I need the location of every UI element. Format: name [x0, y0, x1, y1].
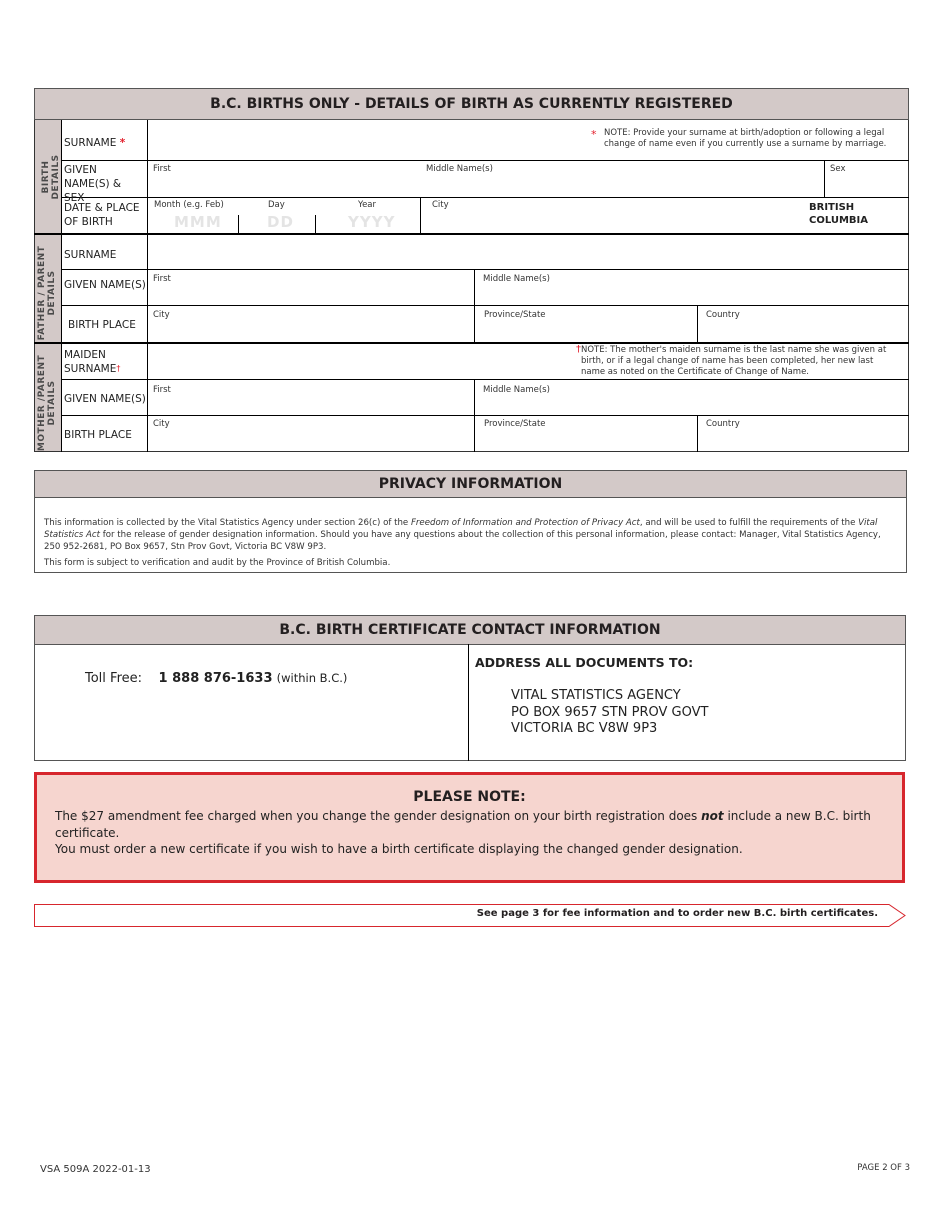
father-first-input[interactable] — [148, 270, 474, 305]
sex-hint: Sex — [830, 164, 846, 174]
toll-free-number: 1 888 876-1633 — [158, 671, 273, 686]
father-city-hint: City — [153, 310, 170, 320]
city-hint: City — [432, 200, 449, 210]
dagger-mark: † — [116, 364, 121, 373]
toll-free-line: Toll Free: 1 888 876-1633 (within B.C.) — [85, 671, 348, 686]
sex-input[interactable] — [825, 161, 909, 197]
mother-first-input[interactable] — [148, 380, 474, 415]
contact-box — [34, 644, 906, 761]
surname-note: * NOTE: Provide your surname at birth/adoption or following a legal change of name even if you currently use a surname by marriage. — [591, 128, 887, 149]
page-number: PAGE 2 OF 3 — [857, 1163, 910, 1173]
required-mark: * — [119, 137, 126, 149]
father-surname-label: SURNAME — [64, 249, 117, 261]
maiden-surname-label: MAIDEN SURNAME† — [64, 349, 121, 375]
maiden-surname-input[interactable] — [148, 344, 573, 379]
father-province-hint: Province/State — [484, 310, 546, 320]
given-name-input[interactable] — [148, 161, 824, 197]
father-birthplace-label: BIRTH PLACE — [68, 319, 136, 331]
please-note-box — [34, 772, 905, 883]
father-middle-hint: Middle Name(s) — [483, 274, 550, 284]
father-surname-input[interactable] — [148, 235, 909, 269]
required-mark: * — [591, 128, 597, 141]
father-given-label: GIVEN NAME(S) — [64, 279, 146, 291]
mother-city-input[interactable] — [148, 416, 474, 452]
day-hint: Day — [268, 200, 285, 210]
mother-middle-input[interactable] — [475, 380, 909, 415]
month-hint: Month (e.g. Feb) — [154, 200, 224, 210]
see-page-3-text: See page 3 for fee information and to order new B.C. birth certificates. — [476, 908, 878, 919]
mother-birthplace-label: BIRTH PLACE — [64, 429, 132, 441]
mailing-address: VITAL STATISTICS AGENCY PO BOX 9657 STN PROV GOVT VICTORIA BC V8W 9P3 — [511, 688, 709, 736]
given-sex-label: GIVEN NAME(S) & SEX — [64, 164, 122, 204]
father-province-input[interactable] — [475, 306, 697, 342]
year-hint: Year — [358, 200, 376, 210]
birth-details-group-label: BIRTH DETAILS — [41, 154, 61, 200]
mother-middle-hint: Middle Name(s) — [483, 385, 550, 395]
please-note-title: PLEASE NOTE: — [413, 789, 526, 805]
day-input[interactable]: DD — [267, 213, 294, 231]
address-heading: ADDRESS ALL DOCUMENTS TO: — [475, 655, 694, 670]
father-city-input[interactable] — [148, 306, 474, 342]
privacy-audit-note: This form is subject to verification and audit by the Province of British Columbia. — [44, 558, 391, 568]
dob-label: DATE & PLACE OF BIRTH — [64, 202, 140, 228]
surname-input[interactable] — [148, 121, 588, 160]
please-note-text: The $27 amendment fee charged when you change the gender designation on your birth registration does not include a new B.C. birth certificate. You must order a new certificate if you wish to have a birth certificate displaying the changed gender designation. — [55, 809, 871, 856]
contact-title: B.C. BIRTH CERTIFICATE CONTACT INFORMATION — [34, 615, 906, 645]
mother-province-hint: Province/State — [484, 419, 546, 429]
month-input[interactable]: MMM — [174, 213, 222, 231]
father-details-group-label: FATHER / PARENT DETAILS — [37, 245, 57, 341]
maiden-note: † NOTE: The mother's maiden surname is the last name she was given at birth, or if a legal change of name has been completed, her new last name as noted on the Certificate of Change of Name. — [576, 344, 887, 377]
birth-city-input[interactable] — [421, 198, 801, 233]
birth-section-title: B.C. BIRTHS ONLY - DETAILS OF BIRTH AS CURRENTLY REGISTERED — [34, 88, 909, 120]
mother-first-hint: First — [153, 385, 171, 395]
privacy-title: PRIVACY INFORMATION — [34, 470, 907, 498]
form-id: VSA 509A 2022-01-13 — [40, 1164, 151, 1175]
father-middle-input[interactable] — [475, 270, 909, 305]
father-country-hint: Country — [706, 310, 740, 320]
mother-province-input[interactable] — [475, 416, 697, 452]
father-country-input[interactable] — [698, 306, 909, 342]
see-page-3-arrow — [34, 904, 906, 927]
dagger-mark: † — [576, 344, 581, 355]
first-name-hint: First — [153, 164, 171, 174]
father-first-hint: First — [153, 274, 171, 284]
mother-country-input[interactable] — [698, 416, 909, 452]
mother-details-group-label: MOTHER /PARENT DETAILS — [37, 354, 57, 452]
mother-city-hint: City — [153, 419, 170, 429]
mother-given-label: GIVEN NAME(S) — [64, 393, 146, 405]
mother-country-hint: Country — [706, 419, 740, 429]
privacy-paragraph: This information is collected by the Vital Statistics Agency under section 26(c) of the Freedom of Information and Protection of Privacy Act, and will be used to fulfill the requirements of the Vital Statistics Act for the release of gender designation information. Should you have any questions about the collection of this personal information, please contact: Manager, Vital Statistics Agency, 250 952-2681, PO Box 9657, Stn Prov Govt, Victoria BC V8W 9P3. — [44, 518, 881, 552]
privacy-body — [34, 497, 907, 573]
province-fixed: BRITISH COLUMBIA — [809, 202, 869, 226]
surname-label: SURNAME * — [64, 137, 126, 149]
year-input[interactable]: YYYY — [348, 213, 396, 231]
middle-name-hint: Middle Name(s) — [426, 164, 493, 174]
